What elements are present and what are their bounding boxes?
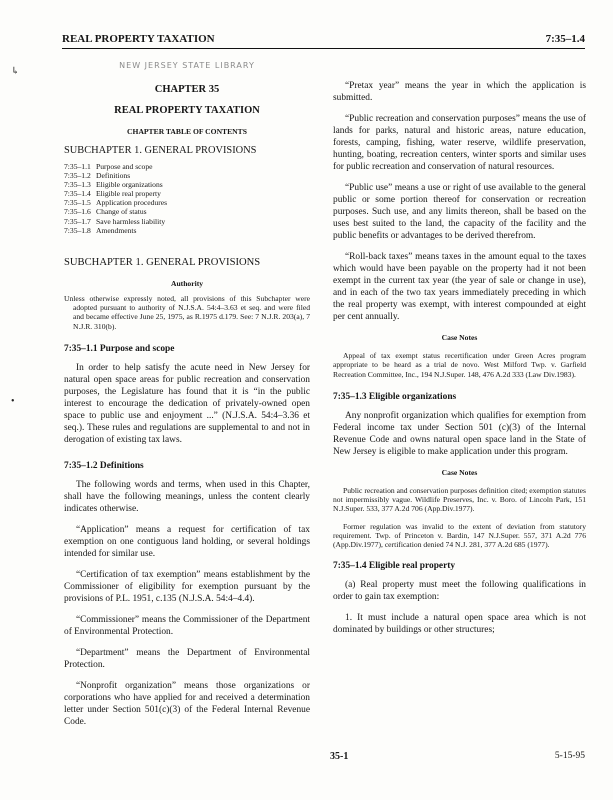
right-column (333, 80, 586, 645)
toc-subchapter: SUBCHAPTER 1. GENERAL PROVISIONS (64, 145, 257, 156)
page-date: 5-15-95 (554, 751, 585, 761)
paragraph: 1. It must include a natural open space area which is not dominated by buildings or other structures; (333, 612, 586, 635)
paragraph: Any nonprofit organization which qualifies for exemption from Federal income tax under Section 501 (c)(3) of the Internal Revenue Code and owns natural open space land in the State of New Jersey is eligible to make application under this program. (333, 410, 586, 457)
definition: “Nonprofit organization” means those organizations or corporations who have applied for and received a determination letter under Section 501(c)(3) of the Federal Internal Revenue Code. (64, 680, 310, 727)
section-heading: 7:35–1.2 Definitions (64, 460, 144, 471)
table-of-contents (64, 162, 310, 235)
definition: “Application” means a request for certification of tax exemption on one contiguous land holding, or several holdings intended for similar use. (64, 524, 310, 559)
toc-row: 7:35–1.1 Purpose and scope (64, 162, 153, 171)
definition: “Roll-back taxes” means taxes in the amount equal to the taxes which would have been payable on the property had it not been exempt in the current tax year (the year of sale or change in use), and in each of the two tax years immediately preceding in which the real property was exempt, with interest compounded at eight per cent annually. (333, 252, 586, 322)
case-notes-heading: Case Notes (441, 333, 478, 342)
definition: “Pretax year” means the year in which the application is submitted. (333, 81, 586, 103)
definition: “Certification of tax exemption” means establishment by the Commissioner of eligibility for exemption pursuant by the provisions of P.L. 1951, c.135 (N.J.S.A. 54:4–4.4). (64, 569, 310, 604)
toc-row: 7:35–1.7 Save harmless liability (64, 216, 166, 226)
case-notes-heading: Case Notes (441, 467, 478, 477)
toc-row: 7:35–1.5 Application procedures (64, 198, 168, 208)
toc-row: 7:35–1.2 Definitions (64, 171, 131, 181)
authority-heading: Authority (170, 278, 204, 288)
section-heading: 7:35–1.4 Eligible real property (333, 560, 456, 571)
paragraph: The following words and terms, when used in this Chapter, shall have the following meanings, unless the content clearly indicates otherwise. (64, 479, 310, 514)
definition: “Public recreation and conservation purposes” means the use of lands for parks, natural and historic areas, nature education, forests, camping, fishing, water reserve, wildlife preservation, hunting, boating, recreation centers, winter sports and similar uses for public recreation and conservation of natural resources. (333, 114, 586, 172)
header-section-number: 7:35–1.4 (545, 33, 585, 45)
chapter-title: REAL PROPERTY TAXATION (114, 105, 260, 116)
margin-mark: ↳ (11, 66, 20, 77)
toc-row: 7:35–1.6 Change of status (64, 207, 147, 217)
section-heading: 7:35–1.1 Purpose and scope (64, 343, 175, 354)
header-title: REAL PROPERTY TAXATION (62, 33, 215, 45)
section-heading: 7:35–1.3 Eligible organizations (333, 391, 457, 402)
case-note: Former regulation was invalid to the extent of deviation from statutory requirement. Twp. of Princeton v. Bardin, 147 N.J.Super. 557, 371 A.2d 776 (App.Div.1977), certification denied 74 N.J. 281, 377 A.2d 685 (1977). (333, 521, 586, 550)
definition: “Department” means the Department of Environmental Protection. (64, 647, 310, 670)
chapter-number: CHAPTER 35 (154, 84, 220, 95)
paragraph: (a) Real property must meet the following qualifications in order to gain tax exemption: (333, 579, 586, 602)
library-stamp: NEW JERSEY STATE LIBRARY (119, 61, 255, 70)
margin-mark: • (11, 396, 15, 407)
toc-row: 7:35–1.8 Amendments (64, 225, 137, 235)
page-number: 35-1 (330, 751, 349, 762)
toc-heading: CHAPTER TABLE OF CONTENTS (127, 127, 247, 136)
definition: “Commissioner” means the Commissioner of the Department of Environmental Protection. (64, 614, 310, 637)
toc-row: 7:35–1.4 Eligible real property (64, 189, 161, 199)
authority-text: Unless otherwise expressly noted, all provisions of this Subchapter were adopted pursuant to authority of N.J.S.A. 54:4–3.63 et seq. and were filed and became effective June 25, 1975, as R.1975 d.179. See: 7 N.J.R. 203(a), 7 N.J.R. 310(b). (64, 293, 310, 331)
paragraph: In order to help satisfy the acute need in New Jersey for natural open space areas for public recreation and conservation purposes, the Legislature has found that it is “in the public interest to encourage the dedication of privately-owned open space to public use and enjoyment ...” (N.J.S.A. 54:4–3.36 et seq.). These rules and regulations are supplemental to and not in derogation of existing tax laws. (64, 362, 310, 445)
left-column (64, 60, 310, 737)
case-note: Appeal of tax exempt status recertification under Green Acres program appropriate to be heard as a trial de novo. West Milford Twp. v. Garfield Recreation Committee, Inc., 194 N.J.Super. 148, 476 A.2d 333 (Law Div.1983). (333, 351, 586, 379)
definition: “Public use” means a use or right of use available to the general public or some portion thereof for conservation or recreation purposes. Such use, and any limits thereon, shall be based on the uses best suited to the land, the capacity of the facility and the public benefits or advantages to be derived therefrom. (333, 183, 586, 241)
running-header (62, 33, 585, 49)
header-rule (62, 48, 585, 49)
toc-row: 7:35–1.3 Eligible organizations (64, 180, 163, 190)
subchapter-heading: SUBCHAPTER 1. GENERAL PROVISIONS (64, 256, 261, 268)
case-note: Public recreation and conservation purposes definition cited; exemption statutes not impermissibly vague. Wildlife Preserves, Inc. v. Boro. of Lincoln Park, 151 N.J.Super. 533, 377 A.2d 706 (App.Div.1977). (333, 485, 586, 514)
